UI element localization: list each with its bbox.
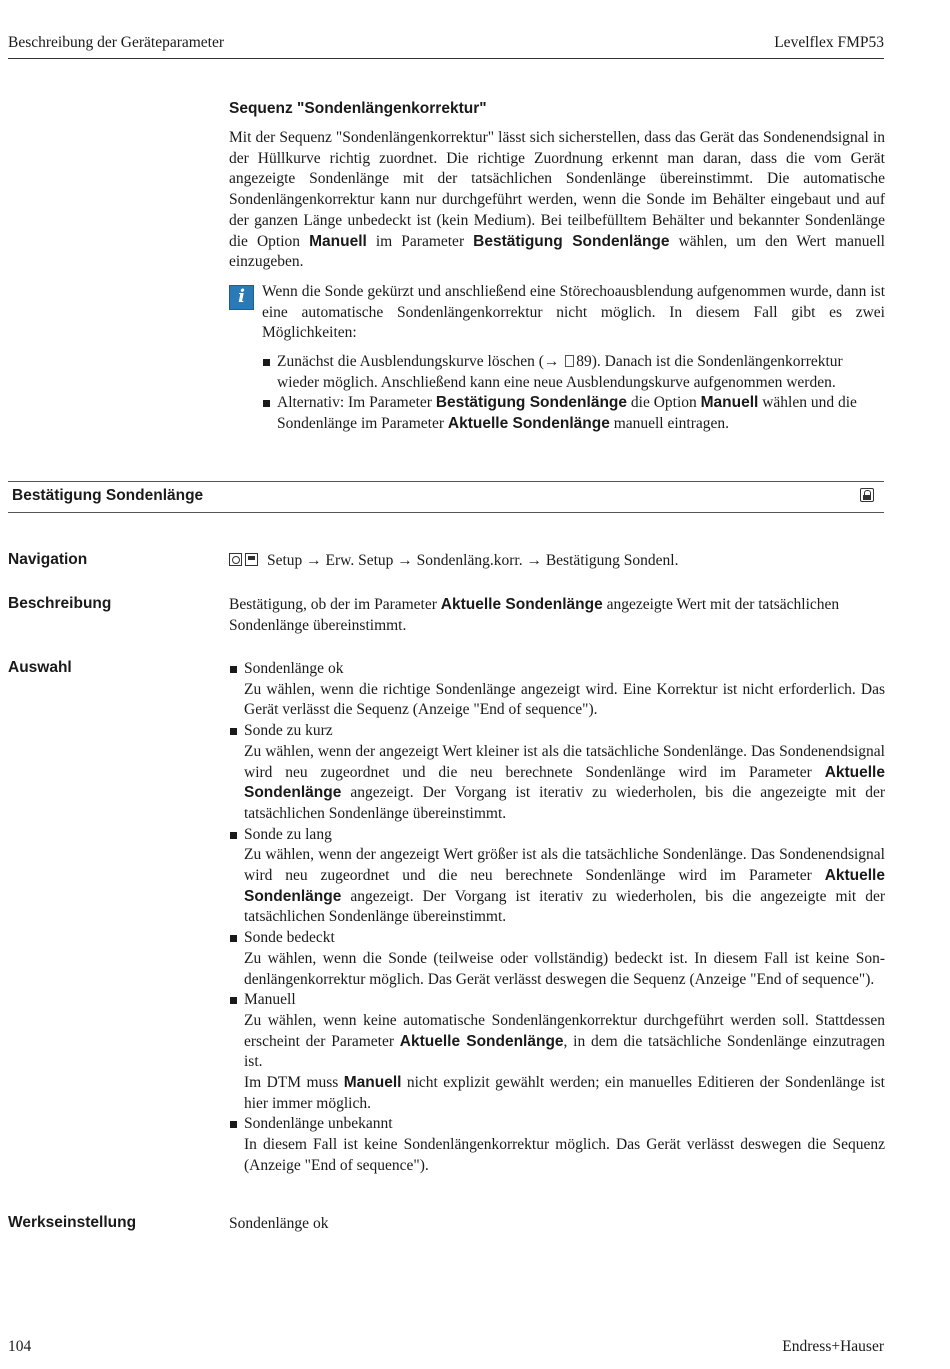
description-text-2: angezeigte Wert mit der tatsächlichen Sondenlänge übereinstimmt.: [229, 596, 840, 634]
bullet2-bold-3: Aktuelle Sondenlänge: [447, 414, 610, 432]
navigation-path: Setup → Erw. Setup → Sondenläng.korr. → Bestätigung Sondenl.: [267, 552, 679, 569]
option-name: Sonde bedeckt: [244, 929, 335, 947]
list-item: [229, 825, 885, 929]
bullet-square-icon: [263, 359, 270, 366]
option-name: Sonde zu kurz: [244, 722, 333, 740]
header-product-name: Levelflex FMP53: [774, 34, 884, 51]
bullet2-bold-2: Manuell: [700, 394, 759, 411]
option-description: Zu wählen, wenn die richtige Sondenlänge angezeigt wird. Eine Korrektur ist nicht erforderlich. Das Gerät verlässt die Sequenz (Anzeige "End of sequence").: [244, 680, 885, 719]
note-text: Wenn die Sonde gekürzt und anschließend eine Störechoausblendung aufgenommen wurde, dann ist eine automatische Sondenlängenkorrektur nicht möglich. In diesem Fall gibt es zwei Möglichkeiten:: [262, 283, 885, 342]
bullet2-text-3: wählen und die Sondenlänge im Parameter: [277, 394, 857, 432]
page-reference-icon: [565, 355, 574, 367]
list-item: [229, 721, 885, 825]
option-name: Sondenlänge ok: [244, 660, 344, 677]
header-section-title: Beschreibung der Geräteparameter: [8, 34, 225, 51]
bullet-square-icon: [230, 832, 237, 839]
selection-options-list: [229, 659, 885, 1177]
factory-setting-value: Sondenlänge ok: [229, 1215, 329, 1232]
bullet2-text-2: die Option: [627, 394, 701, 411]
sequence-heading: Sequenz "Sondenlängenkorrektur": [229, 100, 487, 117]
page-header: [8, 32, 884, 59]
option-description: [244, 742, 885, 825]
list-item: [229, 928, 885, 990]
option-description: In diesem Fall ist keine Sondenlängenkorrektur möglich. Das Gerät verlässt deswegen die Sequenz (Anzeige "End of sequence").: [244, 1136, 885, 1174]
intro-text-1: Mit der Sequenz "Sondenlängenkorrektur" lässt sich sicherstellen, dass das Gerät das Sondenendsignal in der Hüllkurve richtig zuordnet. Die richtige Zuordnung erkennt man daran, dass die vom Gerät angezeigte Sondenlänge mit der tatsächlichen Sondenlänge übereinstimmt. Die automatische Sondenlängenkorrektur kann nur durchgeführt werden, wenn die Sonde im Behälter eingebaut und auf der ganzen Länge unbedeckt ist (kein Medium). Bei teilbefülltem Behälter und bekannter Sondenlänge die Option: [229, 129, 885, 250]
bullet2-text-4: manuell eintragen.: [609, 414, 730, 432]
option-desc-text-2: angezeigt. Der Vorgang ist iterativ zu wiederholen, bis die angezeigte mit der tatsächlichen Sondenlänge übereinstimmt.: [244, 887, 885, 926]
intro-bold-parameter: Bestätigung Sondenlänge: [473, 232, 670, 250]
description-value: [229, 595, 885, 636]
intro-text-3: wählen, um den Wert manuell einzugeben.: [229, 232, 885, 271]
list-item: [229, 1114, 885, 1176]
option-name: Sondenlänge unbekannt: [244, 1115, 393, 1133]
brand-name: Endress+Hauser: [782, 1338, 884, 1355]
option-desc-bold: Aktuelle Sondenlänge: [244, 867, 885, 905]
option-desc-text-1: Zu wählen, wenn der angezeigt Wert größer ist als die tatsächliche Sondenlänge. Das Sondenendsignal wird neu zugeordnet und die neu berechnete Sondenlänge wird im Parameter: [244, 846, 885, 885]
option-desc-bold-2: Manuell: [343, 1074, 402, 1092]
note-bullet-1: [262, 352, 885, 393]
bullet1-text-2: ). Danach ist die Sondenlängenkorrektur wieder möglich. Anschließend kann eine neue Ausblendungskurve aufgenommen werden.: [277, 353, 843, 391]
parameter-section-header: [8, 481, 884, 513]
lock-icon: [860, 488, 874, 502]
bullet-square-icon: [230, 666, 237, 673]
info-icon: i: [229, 285, 254, 310]
option-description: [244, 845, 885, 928]
option-name: Sonde zu lang: [244, 825, 332, 843]
sequence-intro-paragraph: [229, 128, 885, 273]
bullet2-text-1: Alternativ: Im Parameter: [277, 394, 436, 411]
bullet-square-icon: [230, 935, 237, 942]
list-item: [229, 990, 885, 1114]
bullet1-text-1: Zunächst die Ausblendungskurve löschen (→: [277, 353, 564, 370]
bullet2-bold-1: Bestätigung Sondenlänge: [435, 394, 628, 411]
operating-tool-icon: [245, 553, 258, 566]
option-desc-text-2: , in dem die tatsächliche Sondenlänge einzutragen ist.: [244, 1032, 886, 1071]
note-bullet-2: [262, 393, 885, 434]
navigation-value: [229, 551, 885, 572]
option-name: Manuell: [244, 991, 296, 1009]
description-label: Beschreibung: [8, 595, 112, 612]
intro-text-2: im Parameter: [366, 232, 474, 250]
bullet-square-icon: [230, 997, 237, 1004]
option-desc-text-2: angezeigt. Der Vorgang ist iterativ zu wiederholen, bis die angezeigte mit der tatsächlichen Sondenlänge übereinstimmt.: [244, 784, 885, 822]
bullet-square-icon: [230, 1121, 237, 1128]
option-description: [244, 1011, 885, 1073]
option-desc-text-4: nicht explizit gewählt werden; ein manuelles Editieren der Sondenlänge ist hier immer möglich.: [244, 1074, 885, 1112]
local-display-icon: [229, 553, 242, 566]
intro-bold-option: Manuell: [309, 232, 367, 250]
bullet-square-icon: [230, 728, 237, 735]
option-desc-bold: Aktuelle Sondenlänge: [399, 1032, 564, 1050]
option-desc-bold: Aktuelle Sondenlänge: [244, 763, 885, 802]
bullet-square-icon: [263, 400, 270, 407]
navigation-label: Navigation: [8, 551, 88, 568]
parameter-title: Bestätigung Sondenlänge: [12, 487, 204, 504]
option-description: Zu wählen, wenn die Sonde (teilweise oder vollständig) bedeckt ist. In diesem Fall ist keine Sondenlängenkorrektur möglich. Das Gerät verlässt deswegen die Sequenz (Anzeige "End of sequence").: [244, 949, 885, 988]
page-number: 104: [8, 1338, 32, 1355]
navigation-icons: [229, 551, 261, 572]
option-desc-text-1: Zu wählen, wenn der angezeigt Wert kleiner ist als die tatsächliche Sondenlänge. Das Sondenendsignal wird neu zugeordnet und die neu berechnete Sondenlänge wird im Parameter: [244, 742, 885, 781]
factory-setting-label: Werkseinstellung: [8, 1214, 137, 1231]
option-desc-text-1: Zu wählen, wenn keine automatische Sondenlängenkorrektur durchgeführt werden soll. Stattdessen erscheint der Parameter: [244, 1011, 885, 1050]
option-description-dtm: [244, 1073, 885, 1114]
description-bold: Aktuelle Sondenlänge: [440, 596, 603, 613]
list-item: [229, 659, 885, 721]
selection-label: Auswahl: [8, 659, 72, 676]
option-desc-text-3: Im DTM muss: [244, 1074, 344, 1092]
page-reference-link[interactable]: 89: [576, 353, 592, 370]
description-text-1: Bestätigung, ob der im Parameter: [229, 596, 441, 613]
